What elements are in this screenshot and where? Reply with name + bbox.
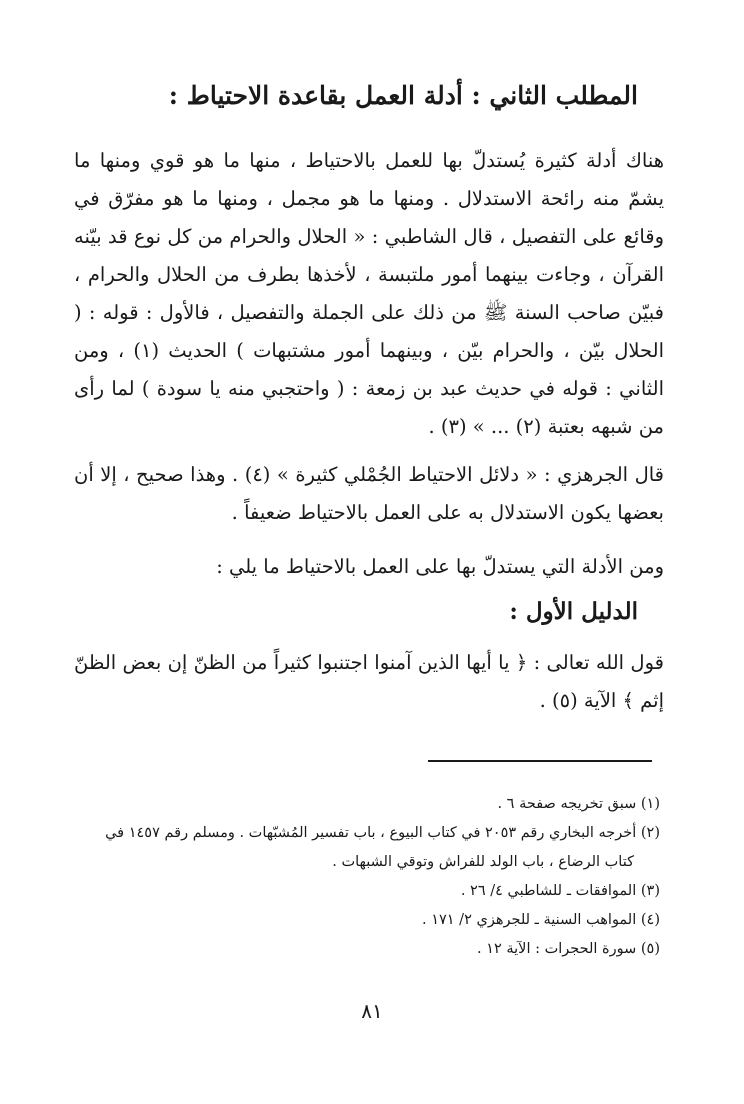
paragraph-text: هناك أدلة كثيرة يُستدلّ بها للعمل بالاحتياط ، منها ما هو قوي ومنها ما يشمّ منه رائحة الاستدلال . ومنها ما هو مجمل ، ومنها ما هو مفرّق في وقائع على التفصيل ، قال الشاطبي : « الحلال والحرام من كل نوع قد بيّنه القرآن ، وجاءت بينهما أمور ملتبسة ، لأخذها بطرف من الحلال والحرام ، فبيّن صاحب السنة ﷺ من ذلك على الجملة والتفصيل ، فالأول : قوله : ( الحلال بيّن ، والحرام بيّن ، وبينهما أمور مشتبهات ) الحديث (١) ، ومن الثاني : قوله في حديث عبد بن زمعة : ( واحتجبي منه يا سودة ) لما رأى من شبهه بعتبة (٢) ... » (٣) . [74,149,664,438]
paragraph-evidence-intro [74,142,664,446]
paragraph-text: ومن الأدلة التي يستدلّ بها على العمل بالاحتياط ما يلي : [216,555,664,578]
paragraph-text: قول الله تعالى : ﴿ يا أيها الذين آمنوا اجتنبوا كثيراً من الظنّ إن بعض الظنّ إثم ﴾ الآية (٥) . [74,651,664,712]
paragraph-quran-verse [74,644,664,720]
subheading-first-evidence: الدليل الأول : [509,598,638,625]
footnote-1: (١) سبق تخريجه صفحة ٦ . [497,796,660,812]
footnote-5: (٥) سورة الحجرات : الآية ١٢ . [476,941,660,957]
footnotes [72,790,660,964]
footnote-separator [428,760,652,762]
footnote-2-continued: كتاب الرضاع ، باب الولد للفراش وتوقي الشبهات . [332,854,634,870]
footnote-4: (٤) المواهب السنية ـ للجرهزي ٢/ ١٧١ . [421,912,660,928]
section-heading: المطلب الثاني : أدلة العمل بقاعدة الاحتياط : [168,81,638,110]
footnote-3: (٣) الموافقات ـ للشاطبي ٤/ ٢٦ . [460,883,660,899]
page-number: ٨١ [361,999,383,1023]
paragraph-evidence-list-intro [74,548,664,586]
paragraph-text: قال الجرهزي : « دلائل الاحتياط الجُمْلي كثيرة » (٤) . وهذا صحيح ، إلا أن بعضها يكون الاستدلال به على العمل بالاحتياط ضعيفاً . [74,463,665,524]
footnote-2: (٢) أخرجه البخاري رقم ٢٠٥٣ في كتاب البيوع ، باب تفسير المُشبّهات . ومسلم رقم ١٤٥٧ في [105,825,660,841]
paragraph-jarhazi-quote [74,456,664,532]
